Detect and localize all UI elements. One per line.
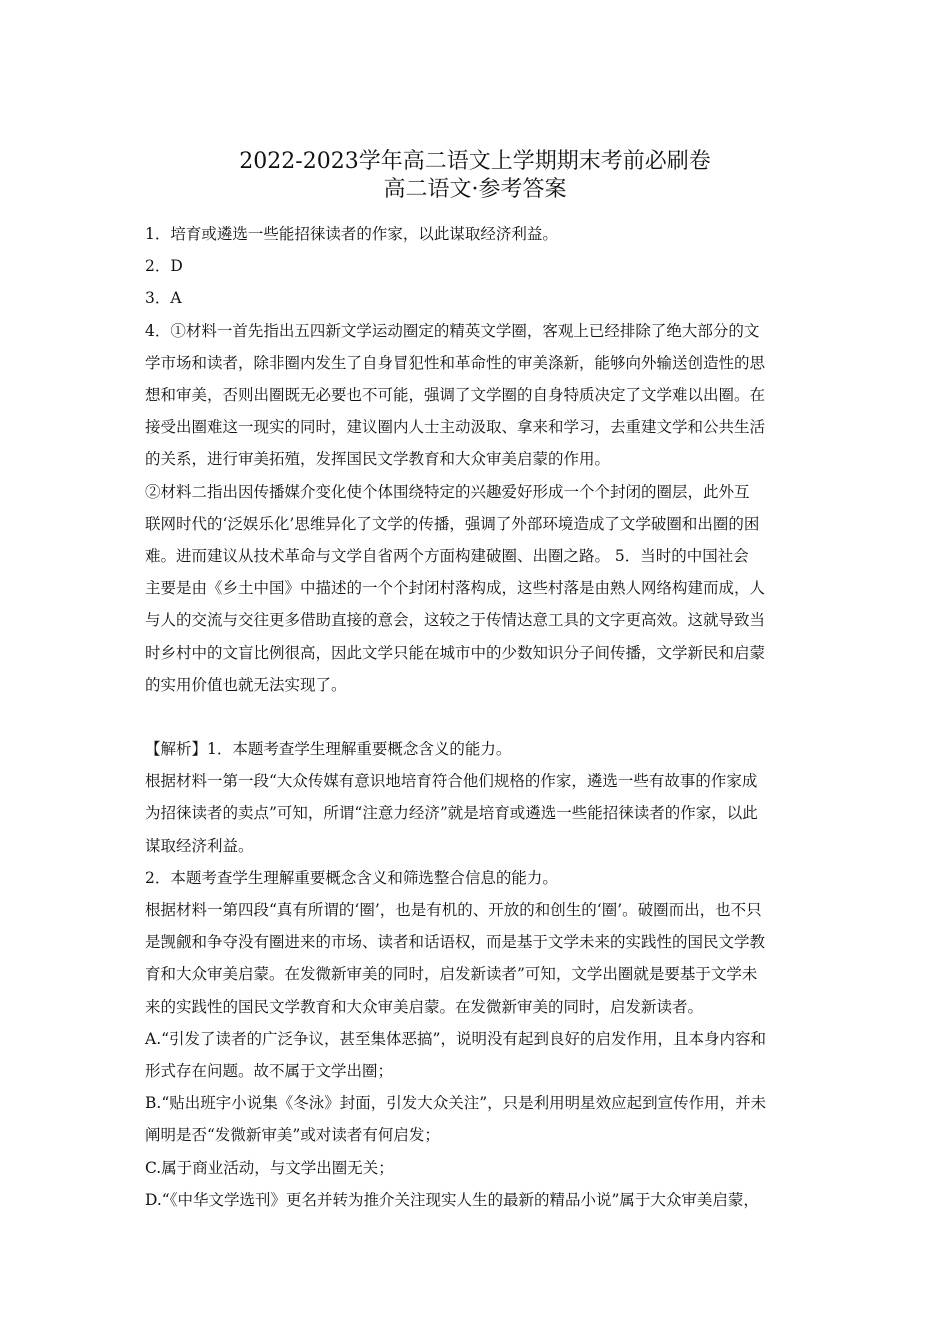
text-line: 2．本题考查学生理解重要概念含义和筛选整合信息的能力。 [145,868,558,887]
text-line: 2．D [145,257,183,276]
text-line: 形式存在问题。故不属于文学出圈； [145,1062,394,1081]
text-line: 来的实践性的国民文学教育和大众审美启蒙。在发微新审美的同时，启发新读者。 [145,997,704,1016]
text-line: 4．①材料一首先指出五四新文学运动圈定的精英文学圈，客观上已经排除了绝大部分的文 [145,321,760,340]
document-subtitle: 高二语文·参考答案 [383,177,567,202]
text-line: 谋取经济利益。 [145,836,254,855]
text-line: 学市场和读者，除非圈内发生了自身冒犯性和革命性的审美涤新，能够向外输送创造性的思 [145,353,766,372]
text-line: 联网时代的‘泛娱乐化’思维异化了文学的传播，强调了外部环境造成了文学破圈和出圈的困 [145,514,760,533]
text-line: 【解析】1．本题考查学生理解重要概念含义的能力。 [145,740,512,759]
text-line: C.属于商业活动，与文学出圈无关； [145,1158,394,1177]
text-line: B.“贴出班宇小说集《冬泳》封面，引发大众关注”，只是利用明星效应起到宣传作用，并未 [145,1094,767,1113]
text-line: 的关系，进行审美拓殖，发挥国民文学教育和大众审美启蒙的作用。 [145,450,611,469]
text-line: 根据材料一第一段“大众传媒有意识地培育符合他们规格的作家，遴选一些有故事的作家成 [145,772,758,791]
text-line: 为招徕读者的卖点”可知，所谓“注意力经济”就是培育或遴选一些能招徕读者的作家，以此 [145,804,758,823]
text-line: 主要是由《乡土中国》中描述的一个个封闭村落构成，这些村落是由熟人网络构建而成，人 [145,579,766,598]
text-line: 的实用价值也就无法实现了。 [145,675,347,694]
text-line: A.“引发了读者的广泛争议，甚至集体恶搞”，说明没有起到良好的启发作用，且本身内容和 [145,1029,766,1048]
text-line: 难。进而建议从技术革命与文学自省两个方面构建破圈、出圈之路。 5．当时的中国社会 [145,547,749,566]
text-line: 接受出圈难这一现实的同时，建议圈内人士主动汲取、拿来和学习，去重建文学和公共生活 [145,418,766,437]
document-title: 2022-2023学年高二语文上学期期末考前必刷卷 [239,149,711,174]
text-line: 阐明是否“发微新审美”或对读者有何启发； [145,1126,440,1145]
text-line: 3．A [145,289,182,308]
text-line: ②材料二指出因传播媒介变化使个体围绕特定的兴趣爱好形成一个个封闭的圈层，此外互 [145,482,750,501]
text-line: 1．培育或遴选一些能招徕读者的作家，以此谋取经济利益。 [145,225,558,243]
blank-line [145,701,807,733]
text-line: 想和审美，否则出圈既无必要也不可能，强调了文学圈的自身特质决定了文学难以出圈。在 [145,386,766,405]
text-line: 时乡村中的文盲比例很高，因此文学只能在城市中的少数知识分子间传播，文学新民和启蒙 [145,643,766,662]
answer-body [145,218,807,1216]
text-line: 与人的交流与交往更多借助直接的意会，这较之于传情达意工具的文字更高效。这就导致当 [145,611,766,630]
text-line: 是觊觎和争夺没有圈进来的市场、读者和话语权，而是基于文学未来的实践性的国民文学教 [145,933,766,952]
text-line: 育和大众审美启蒙。在发微新审美的同时，启发新读者”可知，文学出圈就是要基于文学未 [145,965,758,984]
text-line: D.“《中华文学选刊》更名并转为推介关注现实人生的最新的精品小说”属于大众审美启蒙， [145,1190,759,1209]
text-line: 根据材料一第四段“真有所谓的‘圈’，也是有机的、开放的和创生的‘圈’。破圈而出，也不只 [145,901,762,920]
